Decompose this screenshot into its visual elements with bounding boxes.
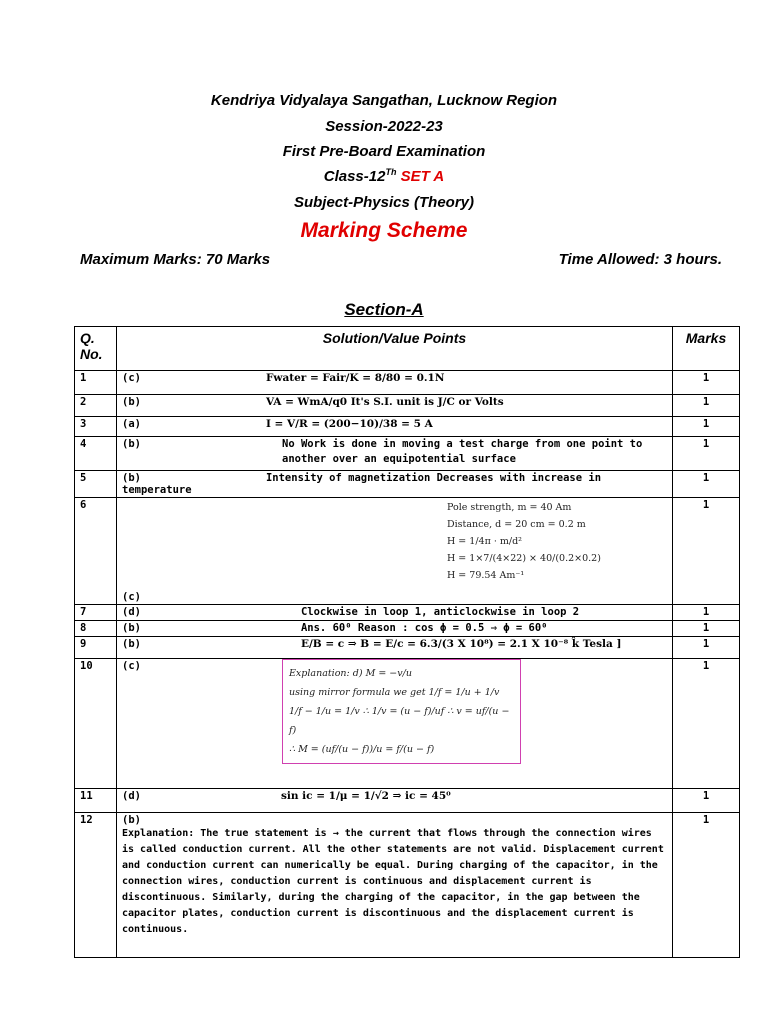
- option: (c): [122, 591, 141, 603]
- marks-cell: 1: [673, 498, 740, 605]
- solution-text: No Work is done in moving a test charge from one point to another over an equipotential surface: [282, 438, 643, 465]
- table-row: [75, 659, 740, 789]
- table-row: [75, 395, 740, 417]
- solution-text: sin ic = 1/μ = 1/√2 ⇒ ic = 45⁰: [280, 790, 451, 802]
- marks-cell: 1: [673, 395, 740, 417]
- option: (b): [122, 638, 141, 650]
- option: (b): [122, 438, 141, 450]
- header-marks: Marks: [673, 327, 740, 371]
- marks-cell: 1: [673, 437, 740, 471]
- marks-cell: 1: [673, 605, 740, 621]
- marks-cell: 1: [673, 789, 740, 813]
- q-number: 8: [75, 621, 117, 637]
- solution-text: Clockwise in loop 1, anticlockwise in loop 2: [300, 606, 580, 618]
- marks-cell: 1: [673, 471, 740, 498]
- solution-text: Ans. 60⁰ Reason : cos ϕ = 0.5 ⇒ ϕ = 60⁰: [300, 622, 548, 634]
- working-line: H = 1/4π · m/d²: [447, 536, 522, 547]
- exam-heading: First Pre-Board Examination: [282, 143, 486, 160]
- working-line: Distance, d = 20 cm = 0.2 m: [447, 519, 586, 530]
- table-row: [75, 498, 740, 605]
- option: (c): [122, 660, 141, 672]
- class-heading: [0, 167, 768, 185]
- max-marks: Maximum Marks: 70 Marks: [80, 251, 271, 268]
- table-header-row: [75, 327, 740, 371]
- table-row: [75, 417, 740, 437]
- marks-cell: 1: [673, 637, 740, 659]
- option: (b): [122, 814, 141, 826]
- q-number: 9: [75, 637, 117, 659]
- marking-table: [74, 326, 740, 958]
- marking-scheme-title: Marking Scheme: [300, 219, 468, 242]
- solution-cell: [117, 437, 673, 471]
- marks-time-line: [80, 251, 722, 268]
- solution-text: I = V/R = (200−10)/38 = 5 A: [265, 418, 433, 430]
- region-heading: Kendriya Vidyalaya Sangathan, Lucknow Region: [210, 92, 558, 109]
- section-heading: [0, 300, 768, 320]
- solution-text: E/B = c ⇒ B = E/c = 6.3/(3 X 10⁸) = 2.1 X 10⁻⁸ k̂ Tesla ]: [300, 638, 622, 650]
- q-number: 7: [75, 605, 117, 621]
- working-line: using mirror formula we get 1/f = 1/u + 1/v: [289, 687, 500, 698]
- set-label: SET A: [400, 168, 445, 185]
- working-line: ∴ M = (uf/(u − f))/u = f/(u − f): [289, 744, 435, 755]
- solution-cell: [117, 471, 673, 498]
- working-line: H = 79.54 Am⁻¹: [447, 570, 525, 581]
- q-number: 4: [75, 437, 117, 471]
- marks-cell: 1: [673, 813, 740, 958]
- session-heading: Session-2022-23: [325, 118, 443, 135]
- explanation-paragraph: Explanation: The true statement is → the current that flows through the connection wires is called conduction current. All the other statements are not valid. Displacement current and conduction current can numerically be equal. During charging of the capacitor, in the connection wires, conduction current is continuous and displacement current is discontinuous. Similarly, during the charging of the capacitor, in the gap between the capacitor plates, conduction current is discontinuous and the displacement current is continuous.: [122, 828, 664, 935]
- option: (b): [122, 396, 141, 408]
- marks-cell: 1: [673, 659, 740, 789]
- option: (d): [122, 790, 141, 802]
- option: (d): [122, 606, 141, 618]
- solution-cell: [117, 371, 673, 395]
- q-number: 1: [75, 371, 117, 395]
- subject-heading: Subject-Physics (Theory): [293, 194, 475, 211]
- header-qno: Q. No.: [75, 327, 117, 371]
- time-allowed: Time Allowed: 3 hours.: [558, 251, 722, 268]
- q-number: 5: [75, 471, 117, 498]
- q-number: 2: [75, 395, 117, 417]
- table-row: [75, 371, 740, 395]
- section-title: Section-A: [344, 300, 424, 319]
- table-row: [75, 637, 740, 659]
- table-row: [75, 605, 740, 621]
- solution-cell: [117, 498, 673, 605]
- solution-cell: [117, 637, 673, 659]
- solution-cell: [117, 621, 673, 637]
- table-row: [75, 437, 740, 471]
- solution-text: Fwater = Fair/K = 8/80 = 0.1N: [265, 372, 445, 384]
- option: (c): [122, 372, 141, 384]
- q-number: 10: [75, 659, 117, 789]
- solution-cell: [117, 395, 673, 417]
- class-superscript: Th: [385, 167, 397, 177]
- option: (b): [122, 472, 141, 484]
- working-line: Explanation: d) M = −v/u: [289, 668, 412, 679]
- solution-cell: [117, 417, 673, 437]
- working-line: H = 1×7/(4×22) × 40/(0.2×0.2): [447, 553, 601, 564]
- solution-cell: [117, 813, 673, 958]
- q-number: 12: [75, 813, 117, 958]
- working-line: 1/f − 1/u = 1/v ∴ 1/v = (u − f)/uf ∴ v = uf/(u − f): [289, 706, 510, 736]
- q-number: 3: [75, 417, 117, 437]
- solution-cell: [117, 605, 673, 621]
- marks-cell: 1: [673, 371, 740, 395]
- solution-text: Intensity of magnetization Decreases with increase in temperature: [122, 472, 602, 496]
- table-row: [75, 621, 740, 637]
- q-number: 6: [75, 498, 117, 605]
- pole-strength-working: [447, 499, 667, 584]
- solution-text: VA = WmA/q0 It's S.I. unit is J/C or Volts: [265, 396, 504, 408]
- option: (b): [122, 622, 141, 634]
- table-row: [75, 789, 740, 813]
- solution-cell: [117, 659, 673, 789]
- header-solution: Solution/Value Points: [117, 327, 673, 371]
- mirror-explanation-box: [282, 659, 521, 764]
- option: (a): [122, 418, 141, 430]
- q-number: 11: [75, 789, 117, 813]
- marks-cell: 1: [673, 621, 740, 637]
- marks-cell: 1: [673, 417, 740, 437]
- working-line: Pole strength, m = 40 Am: [447, 502, 572, 513]
- table-row: [75, 471, 740, 498]
- table-row: [75, 813, 740, 958]
- class-text: Class-12: [323, 168, 386, 185]
- solution-cell: [117, 789, 673, 813]
